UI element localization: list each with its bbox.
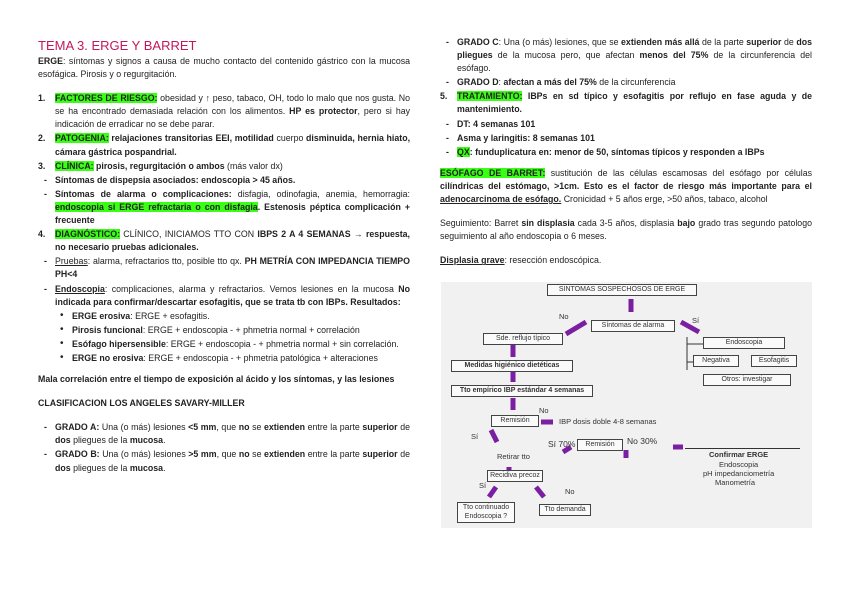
label-si-2: Sí bbox=[471, 432, 479, 441]
clinica-sub-alarma: - Síntomas de alarma o complicaciones: disfagia, odinofagia, anemia, hemorragia: endoscopia si ERGE refractaria o con disfagia. Estenosis péptica complicación + frecuente bbox=[44, 188, 411, 226]
grado-b: - GRADO B: Una (o más) lesiones >5 mm, que no se extienden entre la parte superior de dos pliegues de la mucosa. bbox=[44, 449, 410, 473]
confirmar-item-ph: pH impedanciometría bbox=[703, 469, 775, 478]
intro-paragraph: ERGE: síntomas y signos a causa de mucho contacto del contenido gástrico con la mucosa esofágica. Pirosis y o regurgitación. bbox=[38, 56, 410, 80]
flowchart-arrows bbox=[441, 282, 812, 528]
box-tto-empirico: Tto empírico IBP estándar 4 semanas bbox=[451, 385, 593, 397]
left-column bbox=[38, 36, 410, 476]
tto-qx: - QX: funduplicatura en: menor de 50, síntomas típicos y responden a IBPs bbox=[446, 146, 765, 157]
label-si-3: Sí bbox=[479, 481, 487, 490]
box-negativa: Negativa bbox=[693, 355, 739, 367]
list-item-tratamiento: 5. TRATAMIENTO: IBPs en sd típico y esofagitis por reflujo en fase aguda y de mantenimiento. bbox=[440, 91, 812, 115]
arrow-14 bbox=[536, 487, 544, 497]
tto-asma: - Asma y laringitis: 8 semanas 101 bbox=[446, 132, 595, 143]
label-si-1: Sí bbox=[692, 316, 700, 325]
box-tto-continuado: Tto continuado Endoscopia ? bbox=[457, 502, 515, 523]
box-medidas: Medidas higiénico dietéticas bbox=[451, 360, 573, 372]
arrow-8 bbox=[491, 430, 497, 442]
grado-d: - GRADO D: afectan a más del 75% de la circunferencia bbox=[446, 77, 676, 88]
mala-correlacion: Mala correlación entre el tiempo de exposición al ácido y los síntomas, y las lesiones bbox=[38, 374, 395, 385]
list-item-factores: 1. FACTORES DE RIESGO: obesidad y ↑ peso, tabaco, OH, todo lo malo que nos gusta. No se ha encontrado demasiada relación con los alimentos. HP es protector, pero si hay indicación de erradicar no se debe parar. bbox=[38, 93, 410, 130]
list-item-patogenia: 2. PATOGENIA: relajaciones transitorias EEI, motilidad cuerpo disminuida, hernia hiato, cámara gástrica pospandrial. bbox=[38, 133, 411, 157]
label-no-30: No 30% bbox=[627, 436, 658, 446]
box-sintomas-sospechosos: SINTOMAS SOSPECHOSOS DE ERGE bbox=[547, 284, 697, 296]
label-no-2: No bbox=[539, 406, 549, 415]
diag-sub-endoscopia: - Endoscopia: complicaciones, alarma y refractarios. Vemos lesiones en la mucosa No indicada para confirmar/descartar esofagitis, que se trata tb con IBPs. Resultados: bbox=[44, 283, 410, 307]
label-no-3: No bbox=[565, 487, 575, 496]
resultados-list bbox=[38, 310, 410, 365]
label-ibp-doble: IBP dosis doble 4-8 semanas bbox=[559, 417, 657, 426]
erge-flowchart bbox=[441, 282, 812, 528]
clasificacion-title: CLASIFICACION LOS ANGELES SAVARY-MILLER bbox=[38, 398, 245, 409]
barret-paragraph: ESÓFAGO DE BARRET: sustitución de las células escamosas del esófago por células cilíndricas del estómago, >1cm. Esto es el factor de riesgo más importante para el adenocarcinoma de esófago. Cronicidad + 5 años erge, >50 años, tabaco, alcohol bbox=[440, 167, 812, 205]
list-item-clinica: 3. CLÍNICA: pirosis, regurgitación o ambos (más valor dx) bbox=[38, 160, 283, 171]
arrow-2 bbox=[566, 322, 586, 334]
seguimiento-paragraph: Seguimiento: Barret sin displasia cada 3-5 años, displasia bajo grado tras segundo patologo seguimiento al año endoscopia o 6 meses. bbox=[440, 218, 812, 242]
box-remision-1: Remisión bbox=[491, 415, 539, 427]
grado-a: - GRADO A: Una (o más) lesiones <5 mm, que no se extienden entre la parte superior de dos pliegues de la mucosa. bbox=[44, 422, 410, 446]
resultado-erge-no-erosiva: • ERGE no erosiva: ERGE + endoscopia - + phmetria patológica + alteraciones bbox=[60, 351, 378, 363]
resultado-esofago-hipersensible: • Esófago hipersensible: ERGE + endoscopia - + phmetria normal + sin correlación. bbox=[60, 337, 399, 349]
label-confirmar: Confirmar ERGE bbox=[709, 450, 769, 459]
box-tto-demanda: Tto demanda bbox=[539, 504, 591, 516]
resultado-pirosis-funcional: • Pirosis funcional: ERGE + endoscopia - + phmetria normal + correlación bbox=[60, 323, 360, 335]
resultado-erge-erosiva: • ERGE erosiva: ERGE + esofagitis. bbox=[60, 309, 210, 321]
right-column bbox=[440, 36, 812, 271]
confirmar-item-endoscopia: Endoscopia bbox=[719, 460, 759, 469]
box-recidiva: Recidiva precoz bbox=[487, 470, 543, 482]
arrow-13 bbox=[489, 487, 496, 497]
box-esofagitis: Esofagitis bbox=[751, 355, 797, 367]
list-item-diagnostico: 4. DIAGNÓSTICO: CLÍNICO, INICIAMOS TTO CON IBPS 2 A 4 SEMANAS → respuesta, no necesario pruebas adicionales. bbox=[38, 229, 410, 253]
confirmar-item-manometria: Manometría bbox=[715, 478, 756, 487]
label-no-1: No bbox=[559, 312, 569, 321]
box-remision-2: Remisión bbox=[577, 439, 623, 451]
clinica-sub-dispepsia: - Síntomas de dispepsia asociados: endoscopia > 45 años. bbox=[44, 174, 296, 185]
box-endoscopia: Endoscopia bbox=[703, 337, 785, 349]
label-retirar: Retirar tto bbox=[497, 452, 530, 461]
confirmar-line bbox=[685, 448, 800, 449]
grado-c: - GRADO C: Una (o más) lesiones, que se extienden más allá de la parte superior de dos pliegues de la mucosa pero, que afectan menos del 75% de la circunferencia del esófago. bbox=[446, 37, 812, 74]
box-sde-reflujo: Sde. reflujo típico bbox=[483, 333, 563, 345]
displasia-paragraph: Displasia grave: resección endoscópica. bbox=[440, 255, 602, 266]
box-otros: Otros: investigar bbox=[703, 374, 791, 386]
page-title: TEMA 3. ERGE Y BARRET bbox=[38, 38, 197, 53]
box-sintomas-alarma: Síntomas de alarma bbox=[591, 320, 675, 332]
label-si-70: Sí 70% bbox=[548, 439, 576, 449]
tto-dt: - DT: 4 semanas 101 bbox=[446, 118, 536, 129]
diag-sub-pruebas: - Pruebas: alarma, refractarios tto, posible tto qx. PH METRÍA CON IMPEDANCIA TIEMPO PH<4 bbox=[44, 256, 410, 280]
